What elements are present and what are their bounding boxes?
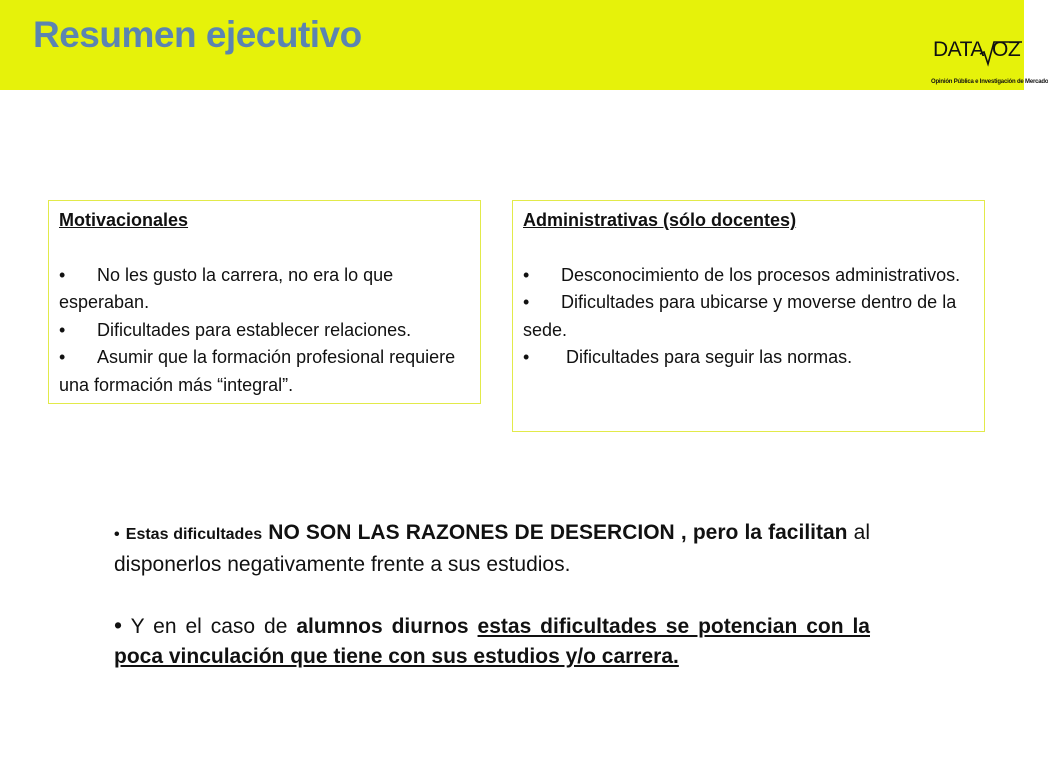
bullet: • xyxy=(59,347,66,367)
summary-p1-rest: al disponerlos negativamente frente a sus estudios. xyxy=(114,521,871,576)
summary-bullet: • xyxy=(114,526,120,543)
bullet: • xyxy=(523,264,530,285)
bullet: • xyxy=(523,292,530,312)
administrative-box xyxy=(512,200,985,432)
list-item xyxy=(59,262,470,317)
summary-paragraph-2 xyxy=(114,610,870,672)
bullet: • xyxy=(59,264,66,285)
motivational-box xyxy=(48,200,481,404)
logo-word-oz: OZ xyxy=(992,38,1021,61)
logo-tagline: Opinión Pública e Investigación de Mercado xyxy=(931,79,1048,85)
administrative-heading: Administrativas (sólo docentes) xyxy=(523,210,797,230)
bullet: • xyxy=(523,347,530,367)
page-title: Resumen ejecutivo xyxy=(33,14,362,55)
logo-word-data: DATA xyxy=(933,38,984,61)
list-item-text: Desconocimiento de los procesos administrativos. xyxy=(561,264,961,285)
summary-p2-underlined: estas dificultades se potencian con la poca vinculación que tiene con sus estudios y/o carrera. xyxy=(114,615,870,668)
list-item-text: Dificultades para establecer relaciones. xyxy=(97,319,412,340)
list-item-text: Asumir que la formación profesional requiere una formación más “integral”. xyxy=(59,347,456,395)
summary-p2-emphasis: alumnos diurnos xyxy=(296,615,469,638)
motivational-heading: Motivacionales xyxy=(59,210,189,230)
summary-p2-lead: Y en el caso de xyxy=(130,615,288,638)
summary-bullet: • xyxy=(114,612,123,638)
summary-p1-lead: Estas dificultades xyxy=(125,526,263,543)
list-item xyxy=(59,344,470,399)
list-item-text: Dificultades para ubicarse y moverse dentro de la sede. xyxy=(523,292,957,340)
summary-p1-emphasis: NO SON LAS RAZONES DE DESERCION , pero la facilitan xyxy=(268,521,848,544)
summary-text xyxy=(114,518,870,702)
bullet: • xyxy=(59,319,66,340)
datavoz-logo xyxy=(930,34,1048,90)
summary-paragraph-1 xyxy=(114,518,870,580)
list-item-text: No les gusto la carrera, no era lo que esperaban. xyxy=(59,264,394,312)
list-item-text: Dificultades para seguir las normas. xyxy=(561,347,853,367)
list-item xyxy=(523,262,974,290)
list-item xyxy=(523,344,974,372)
list-item xyxy=(523,289,974,344)
list-item xyxy=(59,317,470,345)
